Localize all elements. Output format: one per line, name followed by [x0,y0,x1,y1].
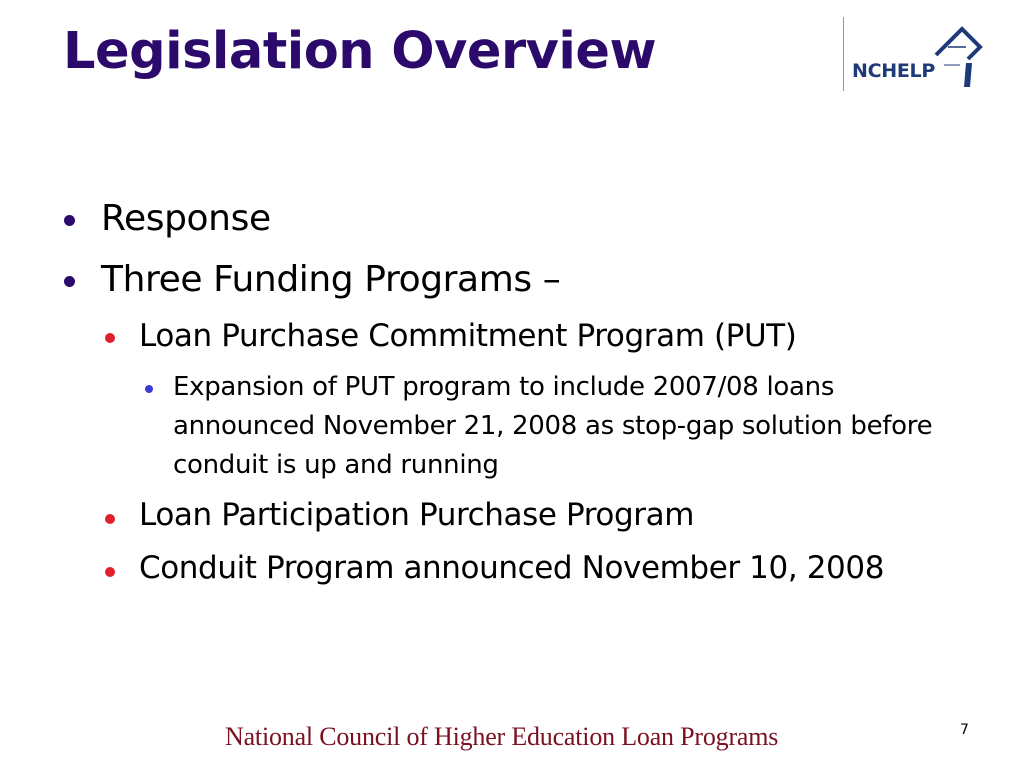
bullet-dot [105,333,115,343]
bullet-item-response: Response [101,198,271,239]
bullet-item-put-expansion: Expansion of PUT program to include 2007/08 loans announced November 21, 2008 as stop-gap solution before conduit is up and running [173,372,933,480]
bullet-dot [64,276,75,287]
slide-number: 7 [960,722,969,738]
bullet-item-put-program: Loan Purchase Commitment Program (PUT) [139,318,797,354]
logo-text: NCHELP [852,60,935,82]
bullet-dot [105,514,115,524]
slide-title: Legislation Overview [63,22,657,81]
bullet-dot [145,385,153,393]
nchelp-logo [843,17,983,91]
bullet-item-participation-program: Loan Participation Purchase Program [139,497,694,533]
bullet-dot [64,215,75,226]
bullet-dot [105,567,115,577]
bullet-item-three-funding-programs: Three Funding Programs – [101,259,561,300]
bullet-item-conduit-program: Conduit Program announced November 10, 2008 [139,550,885,586]
slide-footer: National Council of Higher Education Loan Programs [225,722,779,751]
